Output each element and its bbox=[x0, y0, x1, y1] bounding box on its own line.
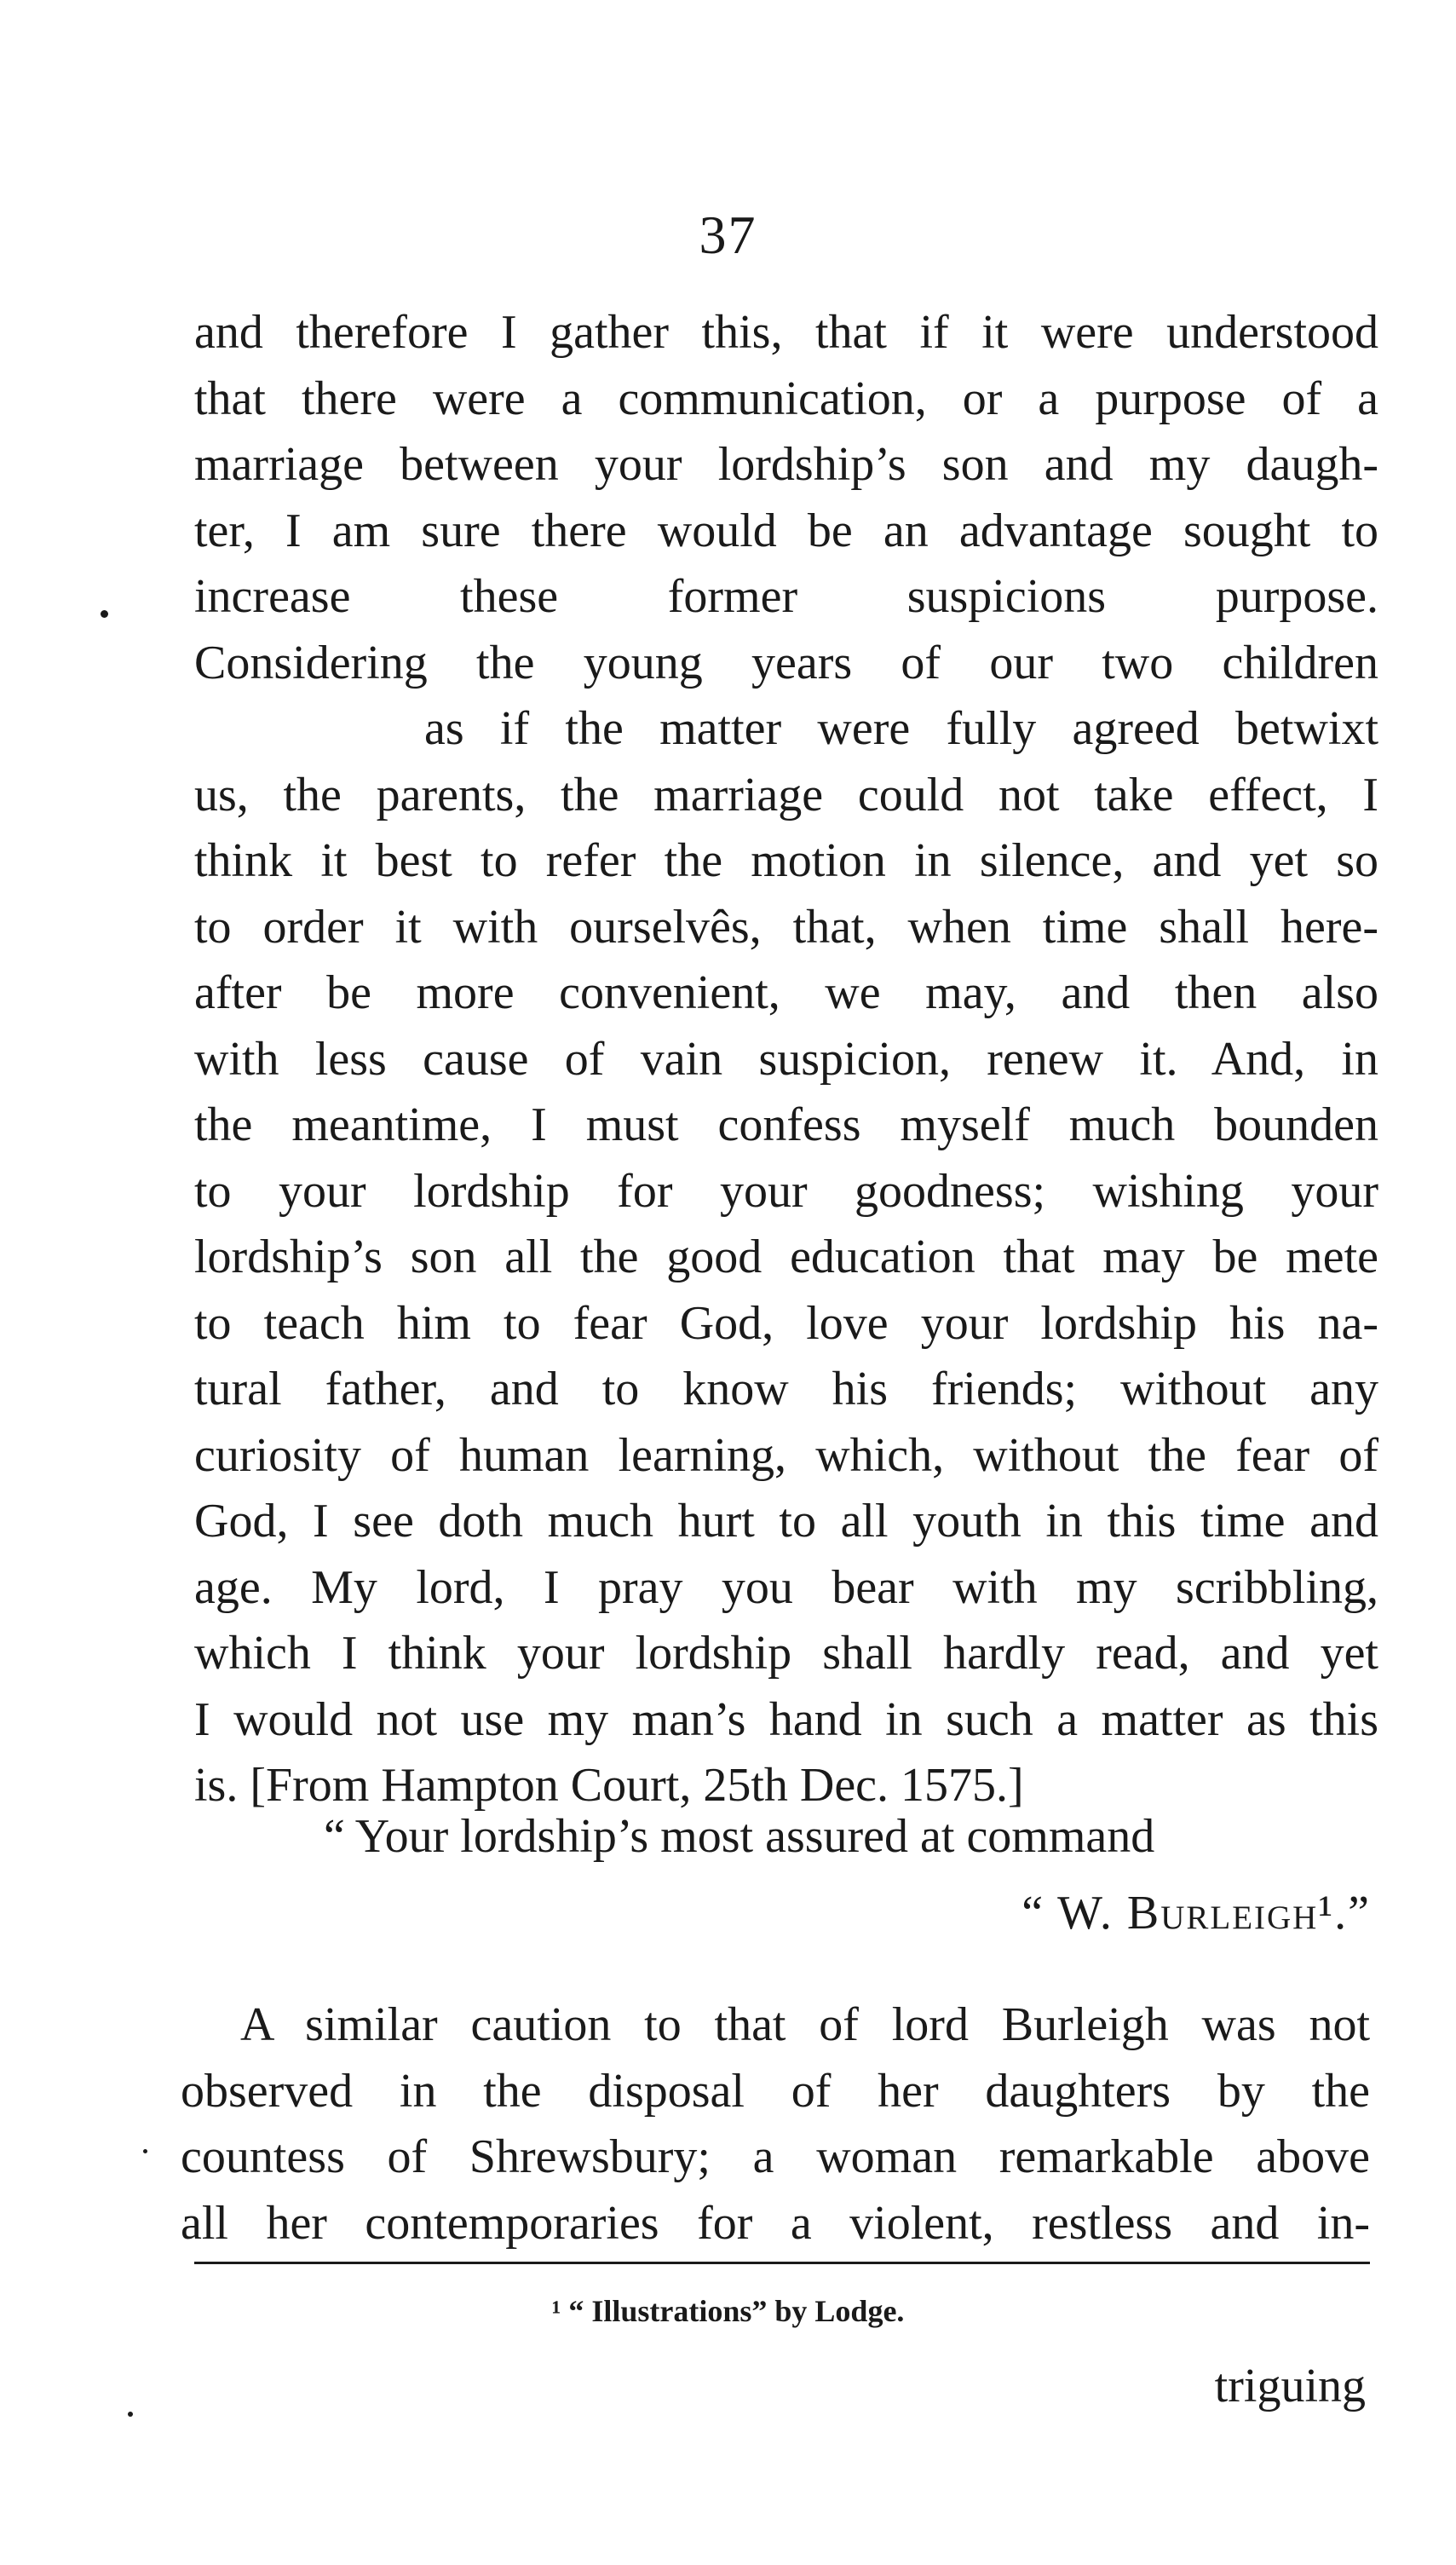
text-line: to your lordship for your goodness; wishing your bbox=[194, 1164, 1378, 1218]
page-number: 37 bbox=[699, 205, 757, 265]
narrative-paragraph bbox=[181, 1992, 1370, 2257]
text-line: with less cause of vain suspicion, renew it. And, in bbox=[194, 1032, 1378, 1086]
text-line: the meantime, I must confess myself much bounden bbox=[194, 1098, 1378, 1151]
text-line: to teach him to fear God, love your lordship his na- bbox=[194, 1296, 1378, 1350]
text-line: curiosity of human learning, which, without the fear of bbox=[194, 1428, 1378, 1482]
text-line: that there were a communication, or a purpose of a bbox=[194, 372, 1378, 425]
text-line: Considering the young years of our two children bbox=[194, 636, 1378, 689]
text-line: is. [From Hampton Court, 25th Dec. 1575.] bbox=[194, 1759, 1024, 1812]
letter-signature: “ W. Burleigh¹.” bbox=[1022, 1887, 1371, 1940]
footnote-divider bbox=[194, 2262, 1370, 2264]
text-line: marriage between your lordship’s son and my daugh- bbox=[194, 438, 1378, 491]
text-line: all her contemporaries for a violent, restless and in- bbox=[181, 2196, 1370, 2250]
text-line: to order it with ourselvês, that, when time shall here- bbox=[194, 900, 1378, 954]
text-line: us, the parents, the marriage could not take effect, I bbox=[194, 768, 1378, 821]
text-line: I would not use my man’s hand in such a matter as this bbox=[194, 1692, 1378, 1746]
text-line: A similar caution to that of lord Burleigh was not bbox=[240, 1998, 1370, 2051]
text-line: after be more convenient, we may, and then also bbox=[194, 966, 1378, 1019]
ink-speck bbox=[143, 2149, 147, 2153]
text-line: countess of Shrewsbury; a woman remarkable above bbox=[181, 2130, 1370, 2183]
text-line: age. My lord, I pray you bear with my scribbling, bbox=[194, 1560, 1378, 1614]
text-line: which I think your lordship shall hardly read, and yet bbox=[194, 1627, 1378, 1680]
text-line: think it best to refer the motion in silence, and yet so bbox=[194, 834, 1378, 887]
text-line: lordship’s son all the good education that may be mete bbox=[194, 1231, 1378, 1283]
ink-speck bbox=[128, 2412, 133, 2417]
text-line: increase these former suspicions purpose. bbox=[194, 570, 1378, 623]
text-line: tural father, and to know his friends; without any bbox=[194, 1363, 1378, 1415]
text-line: and therefore I gather this, that if it were understood bbox=[194, 306, 1378, 359]
letter-closing: “ Your lordship’s most assured at command bbox=[324, 1810, 1155, 1863]
text-line: ter, I am sure there would be an advantage sought to bbox=[194, 504, 1378, 557]
catchword: triguing bbox=[1214, 2360, 1366, 2412]
text-line: God, I see doth much hurt to all youth in this time and bbox=[194, 1495, 1378, 1548]
text-line: as if the matter were fully agreed betwixt bbox=[424, 702, 1378, 755]
letter-body bbox=[194, 300, 1378, 1819]
ink-speck bbox=[101, 610, 108, 618]
footnote: ¹ “ Illustrations” by Lodge. bbox=[551, 2294, 905, 2328]
text-line: observed in the disposal of her daughters by the bbox=[181, 2064, 1370, 2118]
